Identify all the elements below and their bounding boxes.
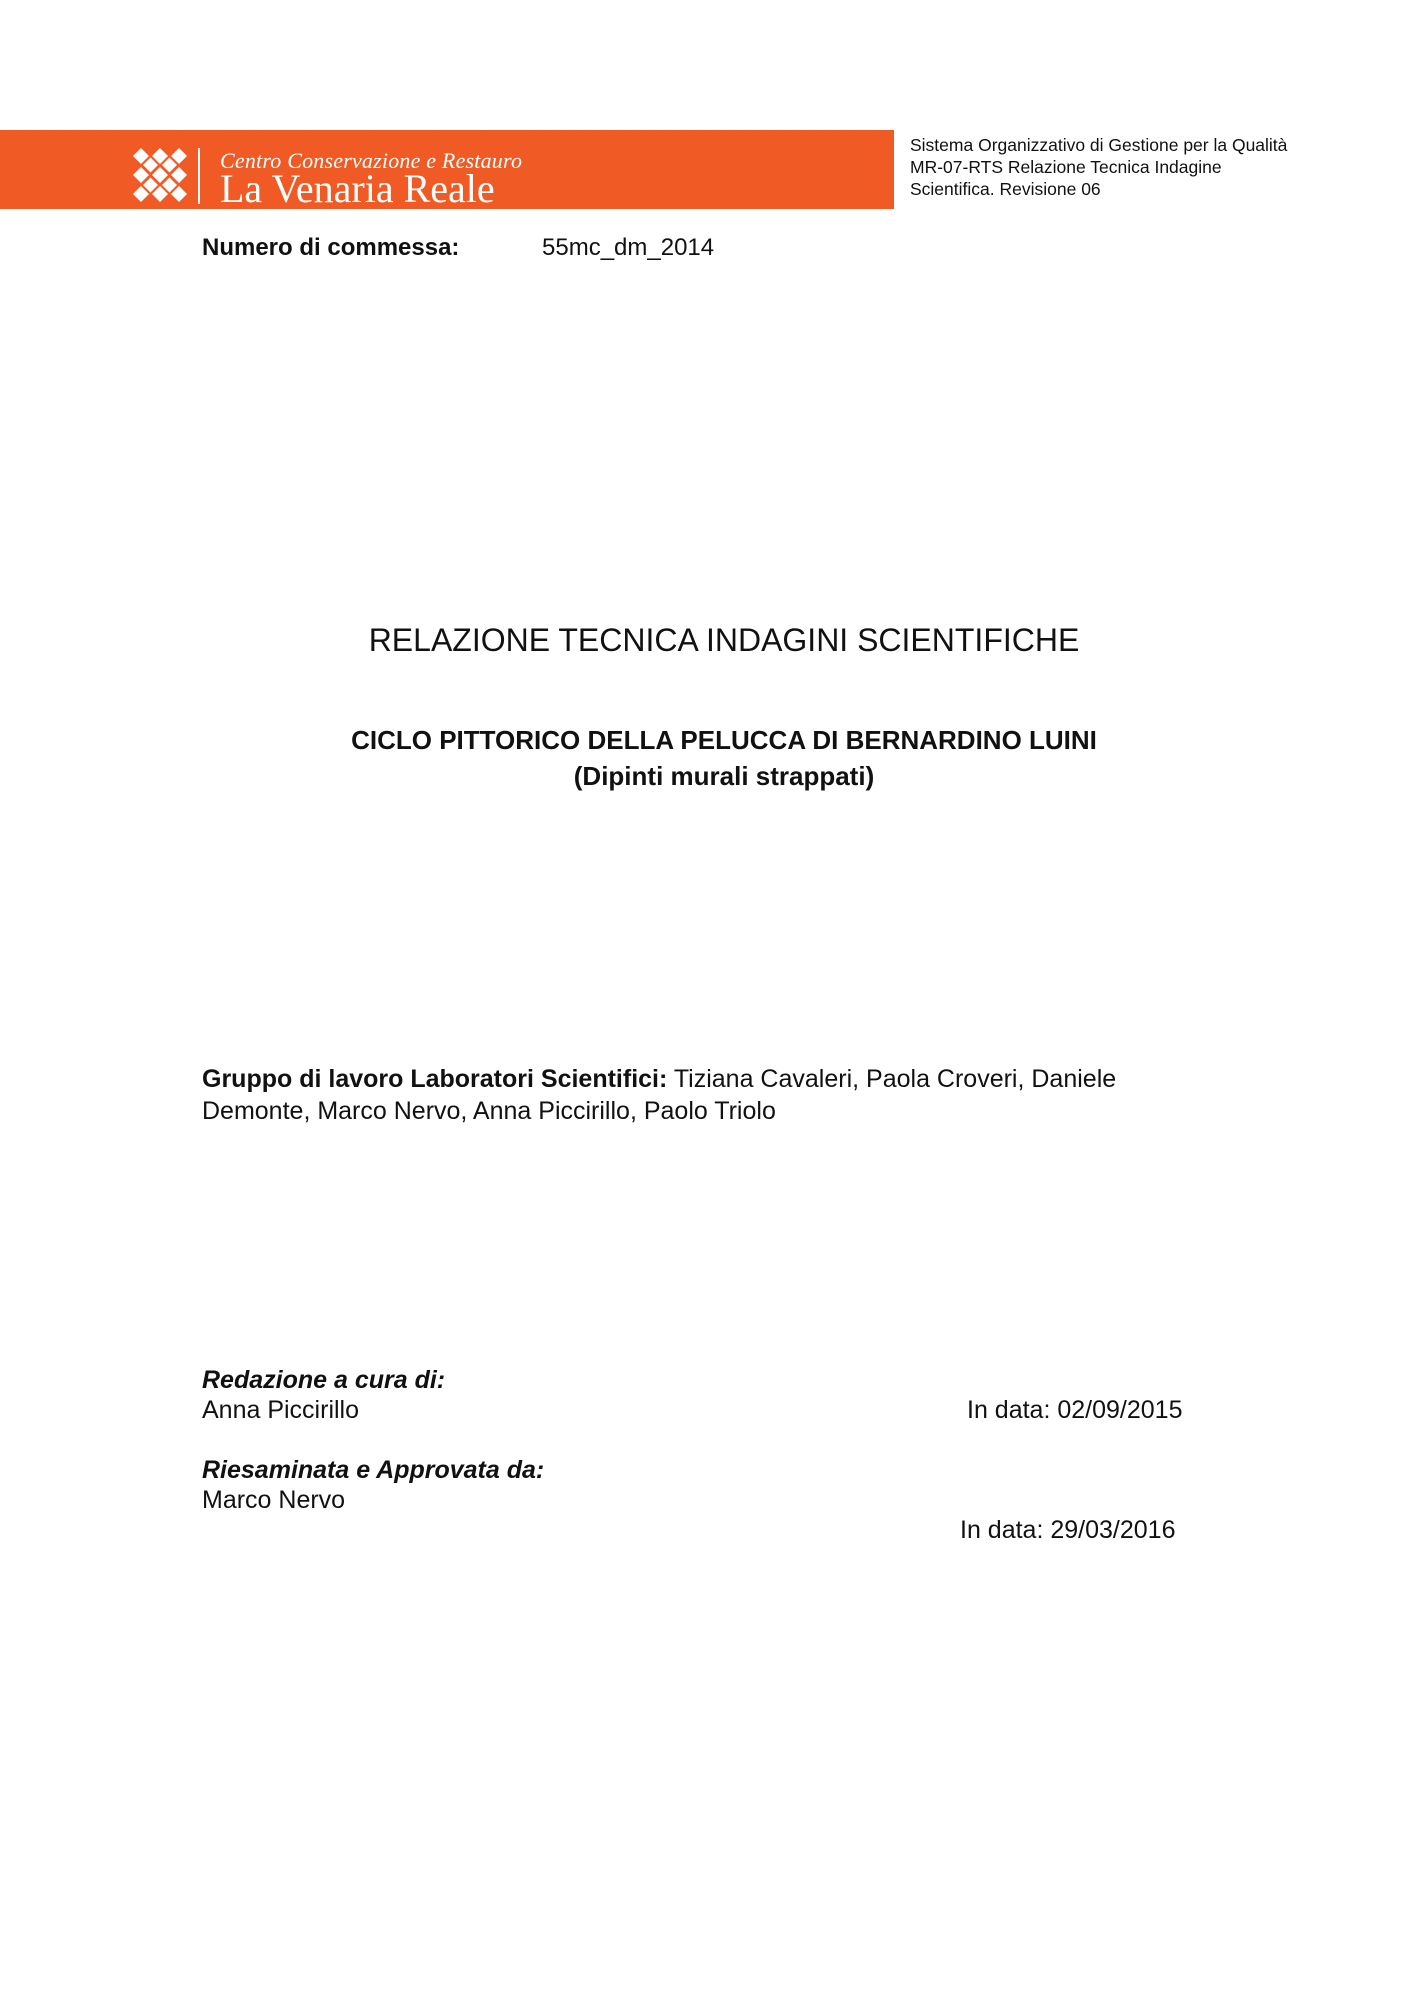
report-subtitle-line: CICLO PITTORICO DELLA PELUCCA DI BERNARDINO LUINI [351,725,1097,755]
report-subtitle [0,722,1414,794]
logo-title: La Venaria Reale [220,166,495,211]
work-group-label: Gruppo di lavoro Laboratori Scientifici: [202,1065,668,1093]
approval-label: Riesaminata e Approvata da: [202,1456,545,1484]
approval-name: Marco Nervo [202,1486,346,1514]
quality-system-line: Sistema Organizzativo di Gestione per la Qualità [910,135,1288,155]
order-number-value: 55mc_dm_2014 [542,234,715,261]
logo-subtitle: Centro Conservazione e Restauro [220,148,523,173]
work-group-members: Demonte, Marco Nervo, Anna Piccirillo, Paolo Triolo [202,1097,776,1125]
redaction-date: In data: 02/09/2015 [967,1396,1183,1424]
work-group-members: Tiziana Cavaleri, Paola Croveri, Daniele [673,1065,1117,1093]
order-number-label: Numero di commessa: [202,234,460,261]
report-title: RELAZIONE TECNICA INDAGINI SCIENTIFICHE [368,622,1080,658]
quality-system-line: MR-07-RTS Relazione Tecnica Indagine [910,157,1222,177]
work-group-line [202,1063,1202,1095]
report-subtitle-line: (Dipinti murali strappati) [573,761,875,791]
redaction-name: Anna Piccirillo [202,1396,360,1424]
quality-system-note [910,134,1350,200]
work-group [202,1063,1202,1127]
quality-system-line: Scientifica. Revisione 06 [910,179,1101,199]
logo-divider [198,148,200,204]
approval-date: In data: 29/03/2016 [960,1516,1176,1544]
redaction-label: Redazione a cura di: [202,1366,446,1394]
diamond-grid-icon [132,147,188,203]
